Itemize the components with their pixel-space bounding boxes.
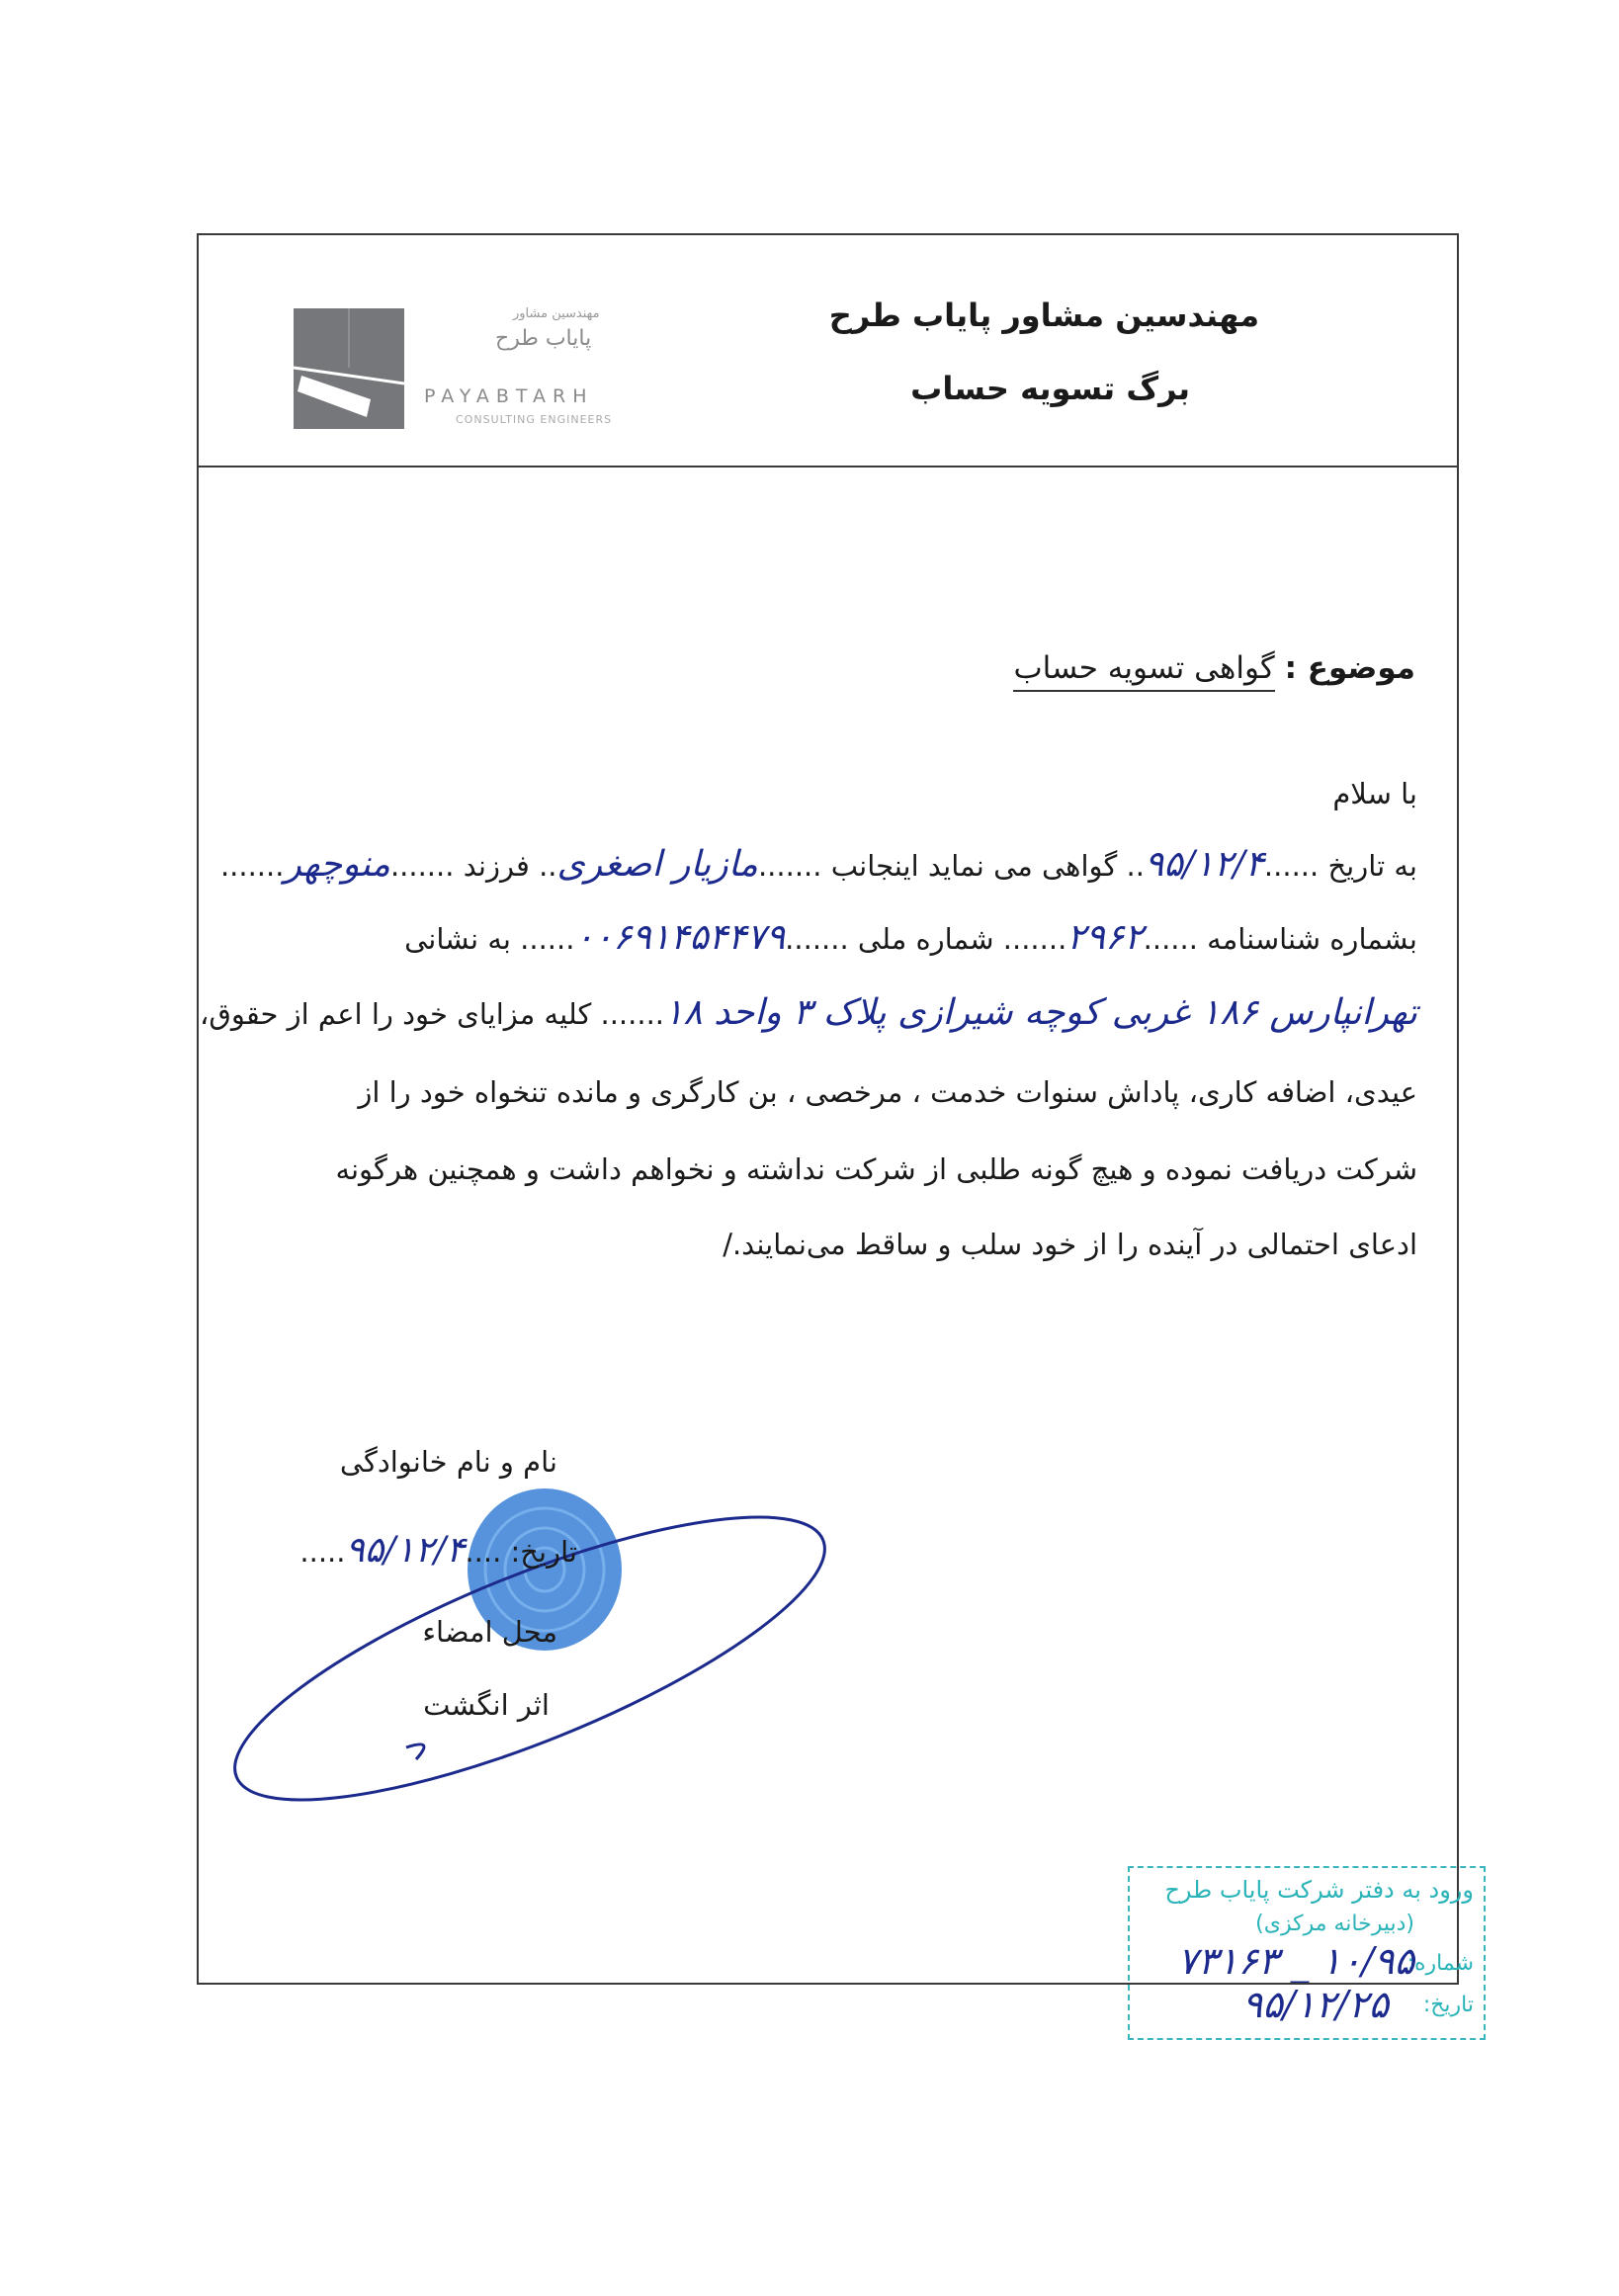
subject-value: گواهی تسویه حساب [1013, 650, 1274, 692]
date-prefix: به تاریخ [1327, 849, 1417, 883]
subject-label: موضوع : [1284, 650, 1415, 686]
registration-stamp [1128, 1866, 1486, 2040]
address-label: به نشانی [404, 922, 511, 956]
header-divider [199, 466, 1457, 468]
handwritten-national-id: ۰۰۶۹۱۴۵۴۴۷۹ [574, 917, 786, 958]
body-line-1: به تاریخ ......۹۵/۱۲/۴.. گواهی می نماید اینجانب .......مازیار اصغری.. فرزند .......منوچهر....... [219, 844, 1417, 885]
name-label: نام و نام خانوادگی [339, 1445, 557, 1479]
signature-date: تاریخ: ....۹۵/۱۲/۴..... [299, 1530, 577, 1571]
handwritten-name: مازیار اصغری [556, 844, 758, 885]
fingerprint-label: اثر انگشت [423, 1688, 550, 1722]
certify-text: گواهی می نماید اینجانب [830, 849, 1118, 883]
signature-place-label: محل امضاء [422, 1615, 557, 1649]
logo-fa: پایاب طرح [495, 326, 592, 351]
stamp-line-2: (دبیرخانه مرکزی) [1255, 1912, 1414, 1936]
greeting: با سلام [1332, 777, 1417, 810]
body-line-6: ادعای احتمالی در آینده را از خود سلب و ساقط می‌نمایند./ [723, 1228, 1417, 1261]
child-of-label: فرزند [463, 849, 530, 883]
handwritten-date: ۹۵/۱۲/۴ [1144, 844, 1264, 885]
handwritten-signature-date: ۹۵/۱۲/۴ [345, 1530, 466, 1571]
logo-mark-icon [294, 308, 404, 429]
stamp-date-value: ۹۵/۱۲/۲۵ [1241, 1983, 1389, 2026]
company-logo [294, 308, 404, 429]
logo-fa-small: مهندسین مشاور [513, 306, 600, 321]
body-line-3-text: کلیه مزایای خود را اعم از حقوق، [200, 997, 592, 1031]
stamp-number-label: شماره: [1406, 1951, 1474, 1976]
handwritten-father: منوچهر [284, 844, 390, 885]
handwritten-id-number: ۲۹۶۲ [1066, 917, 1144, 958]
body-line-5: شرکت دریافت نموده و هیچ گونه طلبی از شرکت نداشته و نخواهم داشت و همچنین هرگونه [335, 1152, 1417, 1186]
national-id-label: شماره ملی [857, 922, 994, 956]
stamp-date-label: تاریخ: [1422, 1993, 1474, 2017]
body-line-2: بشماره شناسنامه ......۲۹۶۲....... شماره ملی .......۰۰۶۹۱۴۵۴۴۷۹...... به نشانی [404, 917, 1417, 958]
stamp-line-1: ورود به دفتر شرکت پایاب طرح [1164, 1876, 1474, 1904]
handwritten-address: تهرانپارس ۱۸۶ غربی کوچه شیرازی پلاک ۳ واحد ۱۸ [664, 992, 1417, 1033]
logo-en: PAYABTARH [424, 385, 594, 407]
company-name: مهندسین مشاور پایاب طرح [828, 297, 1259, 334]
body-line-3: تهرانپارس ۱۸۶ غربی کوچه شیرازی پلاک ۳ واحد ۱۸....... کلیه مزایای خود را اعم از حقوق، [200, 992, 1417, 1033]
logo-en-sub: CONSULTING ENGINEERS [456, 413, 613, 426]
id-number-label: بشماره شناسنامه [1207, 922, 1417, 956]
subject [1013, 650, 1415, 686]
stamp-number-value: ۱۰/۹۵ _ ۷۳۱۶۳ [1177, 1939, 1414, 1983]
document-frame [197, 233, 1474, 2026]
signature-date-label: تاریخ: [510, 1535, 577, 1569]
body-line-4: عیدی، اضافه کاری، پاداش سنوات خدمت ، مرخصی ، بن کارگری و مانده تنخواه خود را از [358, 1075, 1417, 1109]
form-title: برگ تسویه حساب [910, 370, 1190, 407]
